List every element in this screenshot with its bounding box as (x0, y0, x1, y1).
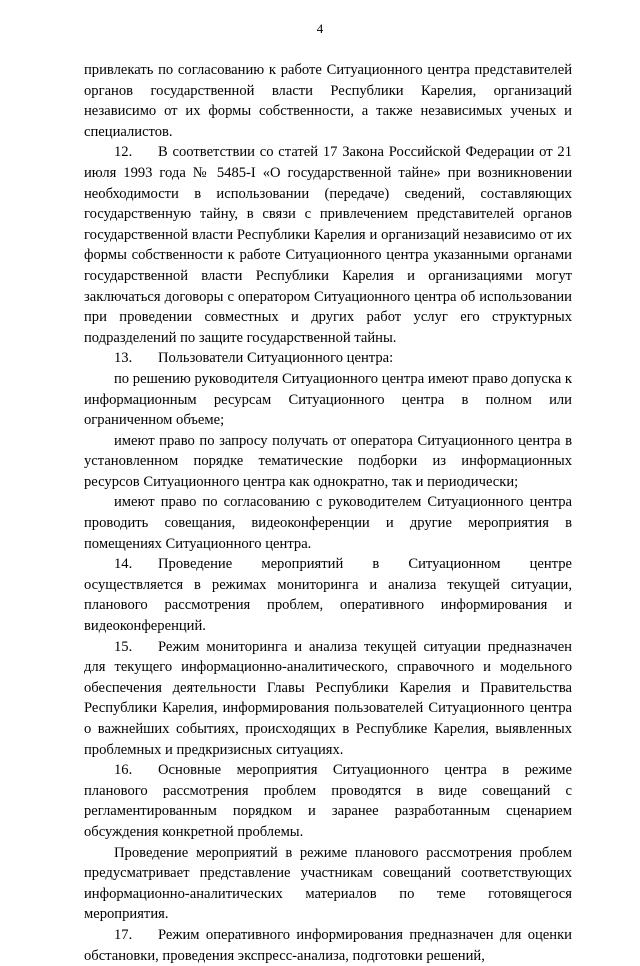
paragraph-text: В соответствии со статей 17 Закона Российской Федерации от 21 июля 1993 года № 5485-I «О государственной тайне» при возникновении необходимости в использовании (передаче) сведений, составляющих государственную тайну, в связи с привлечением представителей органов государственной власти Республики Карелия и организаций независимо от их формы собственности к работе Ситуационного центра указанными органами государственной власти Республики Карелия и организациями могут заключаться договоры с оператором Ситуационного центра об использовании при проведении совместных и других работ услуг его структурных подразделений по защите государственной тайны. (84, 144, 572, 346)
paragraph-16 (84, 760, 572, 842)
paragraph-text: Режим мониторинга и анализа текущей ситуации предназначен для текущего информационно-аналитического, справочного и модельного обеспечения деятельности Главы Республики Карелия и Правительства Республики Карелия, информирования пользователей Ситуационного центра о важнейших событиях, происходящих в Республике Карелия, выявленных проблемных и предкризисных ситуациях. (84, 638, 572, 758)
paragraph-13 (84, 348, 572, 369)
paragraph-number: 17. (114, 926, 133, 943)
page-number: 4 (316, 21, 324, 36)
paragraph-number: 16. (114, 762, 133, 779)
paragraph-continuation (84, 60, 572, 142)
paragraph-13-item-1 (84, 369, 572, 431)
paragraph-text: Основные мероприятия Ситуационного центра в режиме планового рассмотрения проблем проводятся в виде совещаний с регламентированным порядком и заранее разработанным сценарием обсуждения конкретной проблемы. (84, 762, 572, 840)
paragraph-number: 13. (114, 350, 133, 367)
paragraph-number: 15. (114, 638, 133, 655)
document-body (84, 60, 572, 966)
paragraph-17 (84, 925, 572, 966)
paragraph-text: имеют право по согласованию с руководителем Ситуационного центра проводить совещания, видеоконференции и другие мероприятия в помещениях Ситуационного центра. (84, 494, 572, 552)
paragraph-text: привлекать по согласованию к работе Ситуационного центра представителей органов государственной власти Республики Карелия, организаций независимо от их формы собственности, а также независимых ученых и специалистов. (84, 62, 572, 140)
paragraph-15 (84, 637, 572, 761)
paragraph-text: по решению руководителя Ситуационного центра имеют право допуска к информационным ресурсам Ситуационного центра в полном или ограниченном объеме; (84, 370, 572, 429)
paragraph-text: Проведение мероприятий в Ситуационном центре осуществляется в режимах мониторинга и анализа текущей ситуации, планового рассмотрения проблем, оперативного информирования и видеоконференций. (84, 556, 572, 635)
paragraph-text: Пользователи Ситуационного центра: (158, 350, 394, 367)
paragraph-text: имеют право по запросу получать от оператора Ситуационного центра в установленном порядке тематические подборки из информационных ресурсов Ситуационного центра как однократно, так и периодически; (84, 432, 572, 490)
paragraph-14 (84, 554, 572, 636)
paragraph-16-continued (84, 843, 572, 925)
paragraph-text: Проведение мероприятий в режиме планового рассмотрения проблем предусматривает представление участникам совещаний соответствующих информационно-аналитических материалов по теме готовящегося мероприятия. (84, 844, 572, 923)
paragraph-13-item-2 (84, 431, 572, 493)
paragraph-number: 14. (114, 556, 133, 573)
paragraph-text: Режим оперативного информирования предназначен для оценки обстановки, проведения экспресс-анализа, подготовки решений, (84, 926, 572, 964)
paragraph-number: 12. (114, 144, 133, 161)
paragraph-13-item-3 (84, 492, 572, 554)
paragraph-12 (84, 142, 572, 348)
